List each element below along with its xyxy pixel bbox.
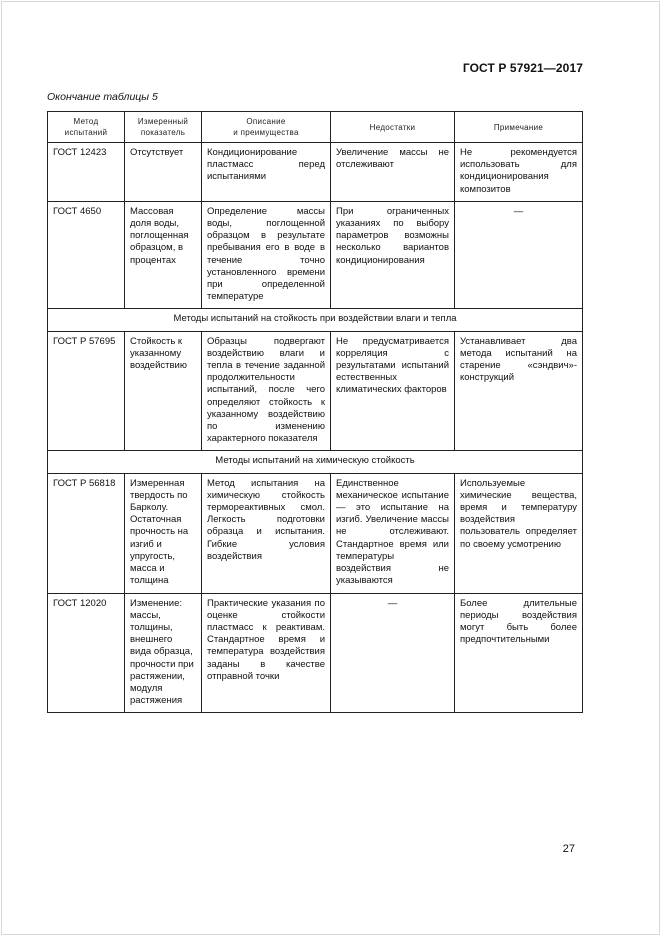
section-row	[48, 309, 583, 331]
cell-drawbacks: Единственное механическое испытание — это испытание на изгиб. Увеличение массы не отслеживают. Стандартное время или температуры воздействия не указываются	[331, 473, 455, 593]
cell-description: Образцы подвергают воздействию влаги и тепла в течение заданной продолжительности испытаний, после чего определяют стойкость к указанному воздействию по изменению характерного показателя	[202, 331, 331, 451]
section-title-moisture-heat: Методы испытаний на стойкость при воздействии влаги и тепла	[48, 309, 583, 331]
column-header-description: Описание и преимущества	[202, 112, 331, 143]
cell-method: ГОСТ 12423	[48, 143, 125, 202]
section-row	[48, 451, 583, 473]
cell-note: Более длительные периоды воздействия могут быть более предпочтительными	[455, 593, 583, 713]
cell-description: Практические указания по оценке стойкости пластмасс к реактивам. Стандартное время и температура воздействия заданы в качестве отправной точки	[202, 593, 331, 713]
cell-indicator: Массовая доля воды, поглощенная образцом, в процентах	[125, 201, 202, 309]
cell-note: —	[455, 201, 583, 309]
cell-indicator: Изменение: массы, толщины, внешнего вида образца, прочности при растяжении, модуля растяжения	[125, 593, 202, 713]
cell-note: Не рекомендуется использовать для кондиционирования композитов	[455, 143, 583, 202]
standards-table	[47, 111, 583, 713]
page-number: 27	[562, 843, 575, 855]
cell-description: Метод испытания на химическую стойкость термореактивных смол. Легкость подготовки образца и испытания. Гибкие условия воздействия	[202, 473, 331, 593]
cell-note: Используемые химические вещества, время и температуру воздействия пользователь определяет по своему усмотрению	[455, 473, 583, 593]
section-title-chemical: Методы испытаний на химическую стойкость	[48, 451, 583, 473]
table-row	[48, 143, 583, 202]
cell-method: ГОСТ 12020	[48, 593, 125, 713]
cell-method: ГОСТ Р 56818	[48, 473, 125, 593]
table-row	[48, 201, 583, 309]
column-header-method: Метод испытаний	[48, 112, 125, 143]
column-header-indicator: Измеренный показатель	[125, 112, 202, 143]
table-caption: Окончание таблицы 5	[47, 91, 158, 103]
cell-indicator: Измеренная твердость по Барколу. Остаточная прочность на изгиб и упругость, масса и толщина	[125, 473, 202, 593]
cell-method: ГОСТ 4650	[48, 201, 125, 309]
cell-method: ГОСТ Р 57695	[48, 331, 125, 451]
cell-drawbacks: —	[331, 593, 455, 713]
cell-drawbacks: Не предусматривается корреляция с результатами испытаний естественных климатических факторов	[331, 331, 455, 451]
cell-indicator: Стойкость к указанному воздействию	[125, 331, 202, 451]
cell-indicator: Отсутствует	[125, 143, 202, 202]
cell-description: Кондиционирование пластмасс перед испытаниями	[202, 143, 331, 202]
table-row	[48, 331, 583, 451]
column-header-note: Примечание	[455, 112, 583, 143]
document-code: ГОСТ Р 57921—2017	[462, 61, 583, 75]
column-header-drawbacks: Недостатки	[331, 112, 455, 143]
table-header-row	[48, 112, 583, 143]
cell-drawbacks: При ограниченных указаниях по выбору параметров возможны несколько вариантов кондиционирования	[331, 201, 455, 309]
cell-description: Определение массы воды, поглощенной образцом в результате пребывания его в воде в течение точно установленного времени при определенной температуре	[202, 201, 331, 309]
cell-note: Устанавливает два метода испытаний на старение «сэндвич»-конструкций	[455, 331, 583, 451]
table-row	[48, 473, 583, 593]
cell-drawbacks: Увеличение массы не отслеживают	[331, 143, 455, 202]
table-row	[48, 593, 583, 713]
